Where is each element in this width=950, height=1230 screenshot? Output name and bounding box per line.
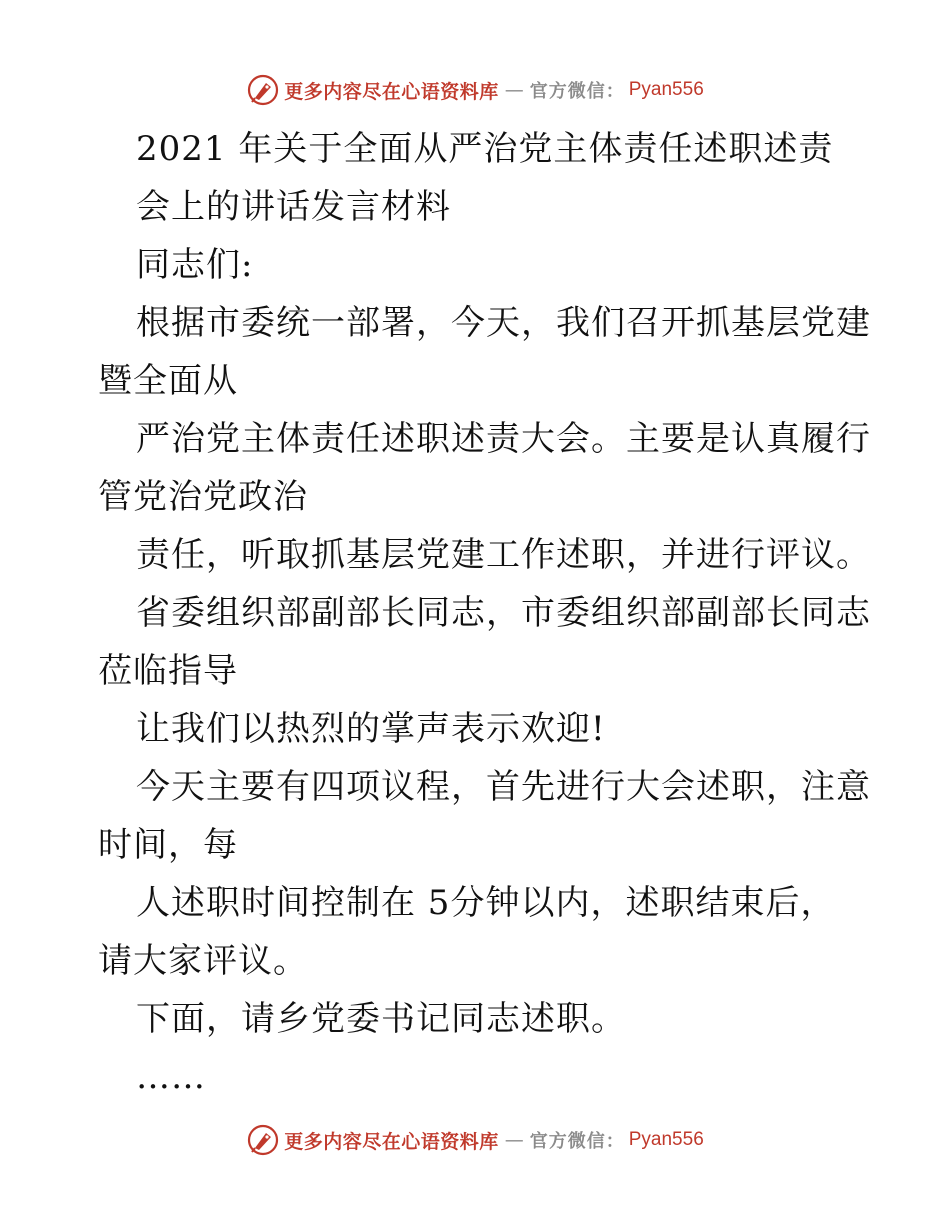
footer-banner bbox=[0, 1120, 950, 1160]
text-line: 请大家评议。 bbox=[98, 941, 308, 981]
pen-nib-logo-icon bbox=[246, 1123, 280, 1157]
promo-text: 更多内容尽在心语资料库 bbox=[284, 80, 499, 103]
text-line: 莅临指导 bbox=[98, 651, 238, 691]
text-line: 暨全面从 bbox=[98, 361, 238, 401]
wechat-label: 官方微信： bbox=[529, 81, 625, 102]
text-line: 省委组织部副部长同志，市委组织部副部长同志 bbox=[136, 593, 871, 633]
text-line: 责任，听取抓基层党建工作述职，并进行评议。 bbox=[136, 535, 871, 575]
banner-dash: — bbox=[504, 79, 524, 101]
text-line: 根据市委统一部署，今天，我们召开抓基层党建 bbox=[136, 303, 871, 343]
document-body bbox=[98, 120, 871, 1106]
promo-text: 更多内容尽在心语资料库 bbox=[284, 1130, 499, 1153]
text-line: 同志们: bbox=[136, 245, 254, 285]
pen-nib-logo-icon bbox=[246, 73, 280, 107]
wechat-id: Pyan556 bbox=[628, 1129, 704, 1150]
text-line: 让我们以热烈的掌声表示欢迎! bbox=[136, 709, 606, 749]
wechat-id: Pyan556 bbox=[628, 79, 704, 100]
wechat-label: 官方微信： bbox=[529, 1131, 625, 1152]
text-line: 人述职时间控制在 5分钟以内，述职结束后， bbox=[136, 883, 836, 923]
text-line: …… bbox=[136, 1057, 206, 1097]
text-line: 今天主要有四项议程，首先进行大会述职，注意 bbox=[136, 767, 871, 807]
header-banner bbox=[0, 70, 950, 110]
text-line: 管党治党政治 bbox=[98, 477, 308, 517]
text-line: 下面，请乡党委书记同志述职。 bbox=[136, 999, 626, 1039]
banner-dash: — bbox=[504, 1129, 524, 1151]
text-line: 严治党主体责任述职述责大会。主要是认真履行 bbox=[136, 419, 871, 459]
text-line: 时间，每 bbox=[98, 825, 238, 865]
text-line: 会上的讲话发言材料 bbox=[136, 187, 451, 227]
text-line: 2021 年关于全面从严治党主体责任述职述责 bbox=[136, 129, 834, 169]
